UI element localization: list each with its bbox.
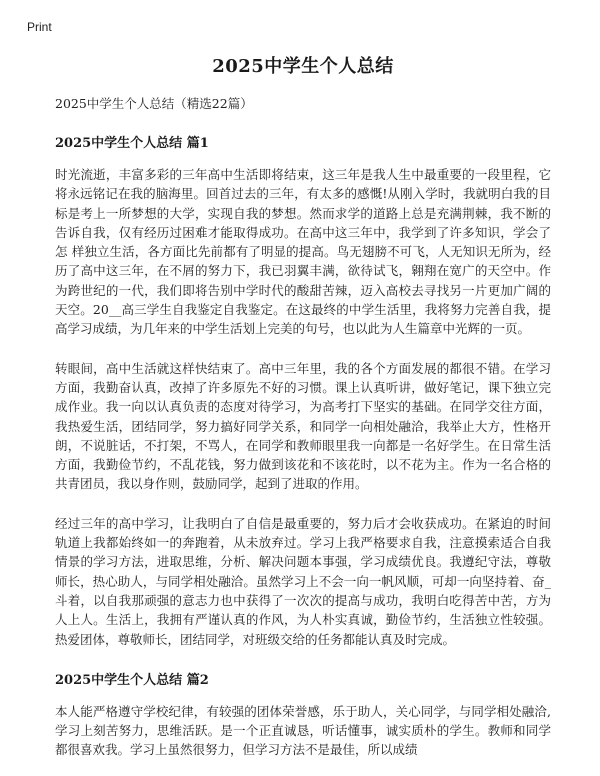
print-link[interactable]: Print bbox=[27, 20, 52, 34]
document-title: 2025中学生个人总结 bbox=[212, 56, 394, 77]
paragraph: 时光流逝，丰富多彩的三年高中生活即将结束，这三年是我人生中最重要的一段里程，它将永远铭记在我的脑海里。回首过去的三年，有太多的感慨!从刚入学时，我就明白我的目标是考上一所梦想的大学，实现自我的梦想。然而求学的道路上总是充满荆棘，我不断的告诉自我，仅有经历过困难才能取得成功。在高中这三年中，我学到了许多知识，学会了怎 样独立生活，各方面比先前都有了明显的提高。鸟无翅膀不可飞，人无知识无所为，经历了高中这三年，在不屑的努力下，我已羽翼丰满，欲待试飞，翱翔在宽广的天空中。作为跨世纪的一代，我们即将告别中学时代的酸甜苦辣，迈入高校去寻找另一片更加广阔的天空。20__高三学生自我鉴定自我鉴定。在这最终的中学生活里，我将努力完善自我，提高学习成绩，为几年来的中学生活划上完美的句号，也以此为人生篇章中光辉的一页。 bbox=[55, 167, 551, 337]
document-subtitle: 2025中学生个人总结（精选22篇） bbox=[55, 96, 253, 111]
document-page bbox=[55, 52, 551, 760]
paragraph: 转眼间，高中生活就这样快结束了。高中三年里，我的各个方面发展的都很不错。在学习方面，我勤奋认真，改掉了许多原先不好的习惯。课上认真听讲，做好笔记，课下独立完成作业。我一向以认真负责的态度对待学习，为高考打下坚实的基础。在同学交往方面，我热爱生活，团结同学，努力搞好同学关系，和同学一向相处融洽，我举止大方，性格开朗，不说脏话，不打架，不骂人，在同学和教师眼里我一向都是一名好学生。在日常生活方面，我勤俭节约，不乱花钱，努力做到该花和不该花时，以不花为主。作为一名合格的共青团员，我以身作则，鼓励同学，起到了进取的作用。 bbox=[55, 360, 551, 492]
section-heading-2: 2025中学生个人总结 篇2 bbox=[55, 672, 209, 688]
paragraph: 经过三年的高中学习，让我明白了自信是最重要的，努力后才会收获成功。在紧迫的时间轨道上我都始终如一的奔跑着，从未放弃过。学习上我严格要求自我，注意摸索适合自我情景的学习方法，进取思维，分析、解决问题本事强，学习成绩优良。我遵纪守法，尊敬师长，热心助人，与同学相处融洽。虽然学习上不会一向一帆风顺，可却一向坚持着、奋_斗着，以自我那顽强的意志力也中获得了一次次的提高与成功，我明白吃得苦中苦，方为人上人。生活上，我拥有严谨认真的作风，为人朴实真诚，勤俭节约，生活独立性较强。热爱团体，尊敬师长，团结同学，对班级交给的任务都能认真及时完成。 bbox=[55, 515, 551, 647]
paragraph: 本人能严格遵守学校纪律，有较强的团体荣誉感，乐于助人，关心同学，与同学相处融洽,学习上刻苦努力，思维活跃。是一个正直诚恳，听话懂事，诚实质朴的学生。教师和同学都很喜欢我。学习上虽然很努力，但学习方法不是最佳，所以成绩 bbox=[55, 703, 551, 758]
section-heading-1: 2025中学生个人总结 篇1 bbox=[55, 136, 209, 151]
